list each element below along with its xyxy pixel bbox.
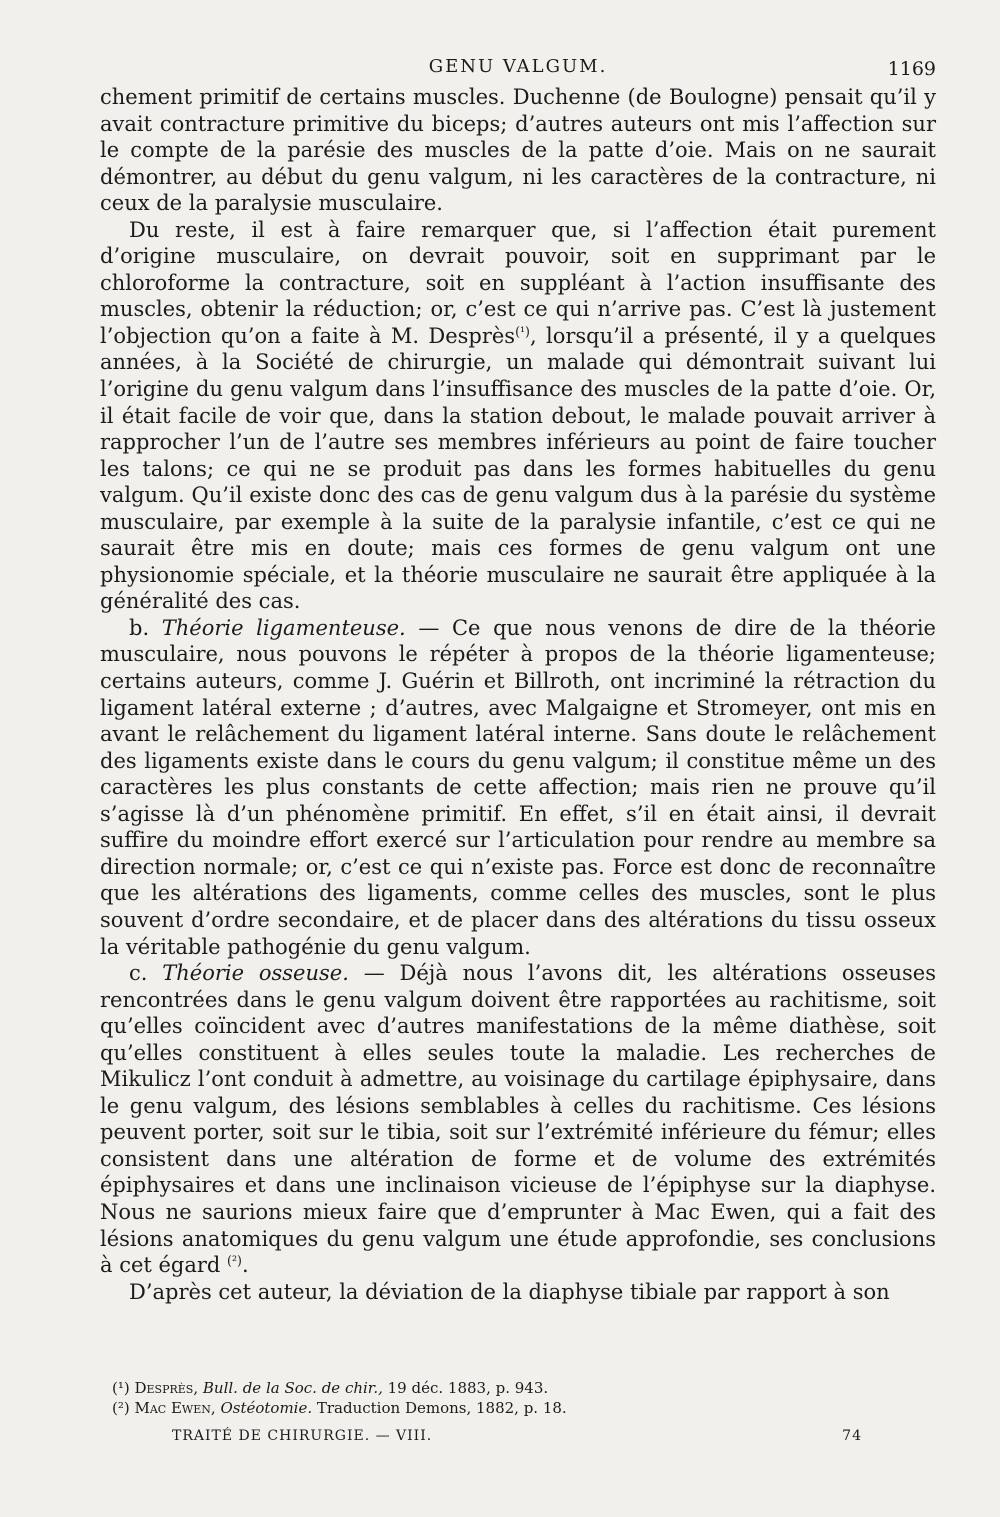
footnote-1-details: 19 déc. 1883, p. 943. [382, 1379, 549, 1397]
paragraph-3-text: — Ce que nous venons de dire de la théorie musculaire, nous pouvons le répéter à propos de la théorie ligamenteuse; certains auteurs, comme J. Guérin et Billroth, ont incriminé la rétraction du ligament latéral externe ; d’autres, avec Malgaigne et Stromeyer, ont mis en avant le relâchement du ligament latéral interne. Sans doute le relâchement des ligaments existe dans le cours du genu valgum; il constitue même un des caractères les plus constants de cette affection; mais rien ne prouve qu’il s’agisse là d’un phénomène primitif. En effet, s’il en était ainsi, il devrait suffire du moindre effort exercé sur l’articulation pour rendre au membre sa direction normale; or, c’est ce qui n’existe pas. Force est donc de reconnaître que les altérations des ligaments, comme celles des muscles, sont le plus souvent d’ordre secondaire, et de placer dans des altérations du tissu osseux la véritable pathogénie du genu valgum. [100, 615, 936, 959]
footnote-1-marker: (¹) [112, 1379, 130, 1397]
body-text [100, 84, 936, 1305]
section-title-bone: Théorie osseuse. [162, 961, 349, 986]
footnotes [112, 1378, 932, 1418]
paragraph-bone-theory [100, 960, 936, 1279]
page-footer [172, 1428, 862, 1452]
footnote-1 [112, 1378, 932, 1398]
paragraph-4-text-a: — Déjà nous l’avons dit, les altérations osseuses rencontrées dans le genu valgum doivent être rapportées au rachitisme, soit qu’elles coïncident avec d’autres manifestations de la même diathèse, soit qu’elles constituent à elles seules toute la maladie. Les recherches de Mikulicz l’ont conduit à admettre, au voisinage du cartilage épiphysaire, dans le genu valgum, des lésions semblables à celles du rachitisme. Ces lésions peuvent porter, soit sur le tibia, soit sur l’extrémité inférieure du fémur; elles consistent dans une altération de forme et de volume des extrémités épiphysaires et dans une inclinaison vicieuse de l’épiphyse sur la diaphyse. Nous ne saurions mieux faire que d’emprunter à Mac Ewen, qui a fait des lésions anatomiques du genu valgum une étude approfondie, ses conclusions à cet égard [100, 961, 936, 1278]
footnote-2 [112, 1398, 932, 1418]
printer-signature: TRAITÉ DE CHIRURGIE. — VIII. [172, 1428, 433, 1444]
paragraph-2-text-a: Du reste, il est à faire remarquer que, si l’affection était purement d’origine musculaire, on devrait pouvoir, soit en supprimant par le chloroforme la contracture, soit en suppléant à l’action insuffisante des muscles, obtenir la réduction; or, c’est ce qui n’arrive pas. C’est là justement l’objection qu’on a faite à M. Desprès [100, 217, 936, 348]
paragraph-1: chement primitif de certains muscles. Duchenne (de Boulogne) pensait qu’il y avait contracture primitive du biceps; d’autres auteurs ont mis l’affection sur le compte de la parésie des muscles de la patte d’oie. Mais on ne saurait démontrer, au début du genu valgum, ni les caractères de la contracture, ni ceux de la paralysie musculaire. [100, 85, 936, 216]
footnote-2-source: Ostéotomie. [220, 1399, 313, 1417]
page-header [100, 52, 936, 86]
footnote-1-author: Desprès, [134, 1379, 199, 1397]
footnote-2-marker: (²) [112, 1399, 130, 1417]
footnote-2-details: Traduction Demons, 1882, p. 18. [312, 1399, 567, 1417]
paragraph-2-text-b: , lorsqu’il a présenté, il y a quelques années, à la Société de chirurgie, un malade qui démontrait suivant lui l’origine du genu valgum dans l’insuffisance des muscles de la patte d’oie. Or, il était facile de voir que, dans la station debout, le malade pouvait arriver à rapprocher l’un de l’autre ses membres inférieurs au point de faire toucher les talons; ce qui ne se produit pas dans les formes habituelles du genu valgum. Qu’il existe donc des cas de genu valgum dus à la parésie du système musculaire, par exemple à la suite de la paralysie infantile, c’est ce qui ne saurait être mis en doute; mais ces formes de genu valgum ont une physionomie spéciale, et la théorie musculaire ne saurait être appliquée à la généralité des cas. [100, 323, 936, 614]
footnote-ref-2: (²) [227, 1253, 242, 1269]
running-title: GENU VALGUM. [428, 56, 608, 77]
paragraph-2 [100, 217, 936, 615]
section-title-ligament: Théorie ligamenteuse. [161, 615, 406, 640]
footnote-ref-1: (¹) [515, 324, 530, 339]
footnote-2-author: Mac Ewen, [134, 1399, 216, 1417]
paragraph-5: D’après cet auteur, la déviation de la diaphyse tibiale par rapport à son [129, 1279, 890, 1304]
paragraph-4-text-b: . [241, 1253, 249, 1278]
sheet-number: 74 [842, 1428, 862, 1444]
footnote-1-source: Bull. de la Soc. de chir., [202, 1379, 383, 1397]
section-label-c: c. [129, 961, 148, 986]
paragraph-ligament-theory [100, 615, 936, 960]
page-number: 1169 [887, 58, 936, 80]
section-label-b: b. [129, 615, 150, 640]
